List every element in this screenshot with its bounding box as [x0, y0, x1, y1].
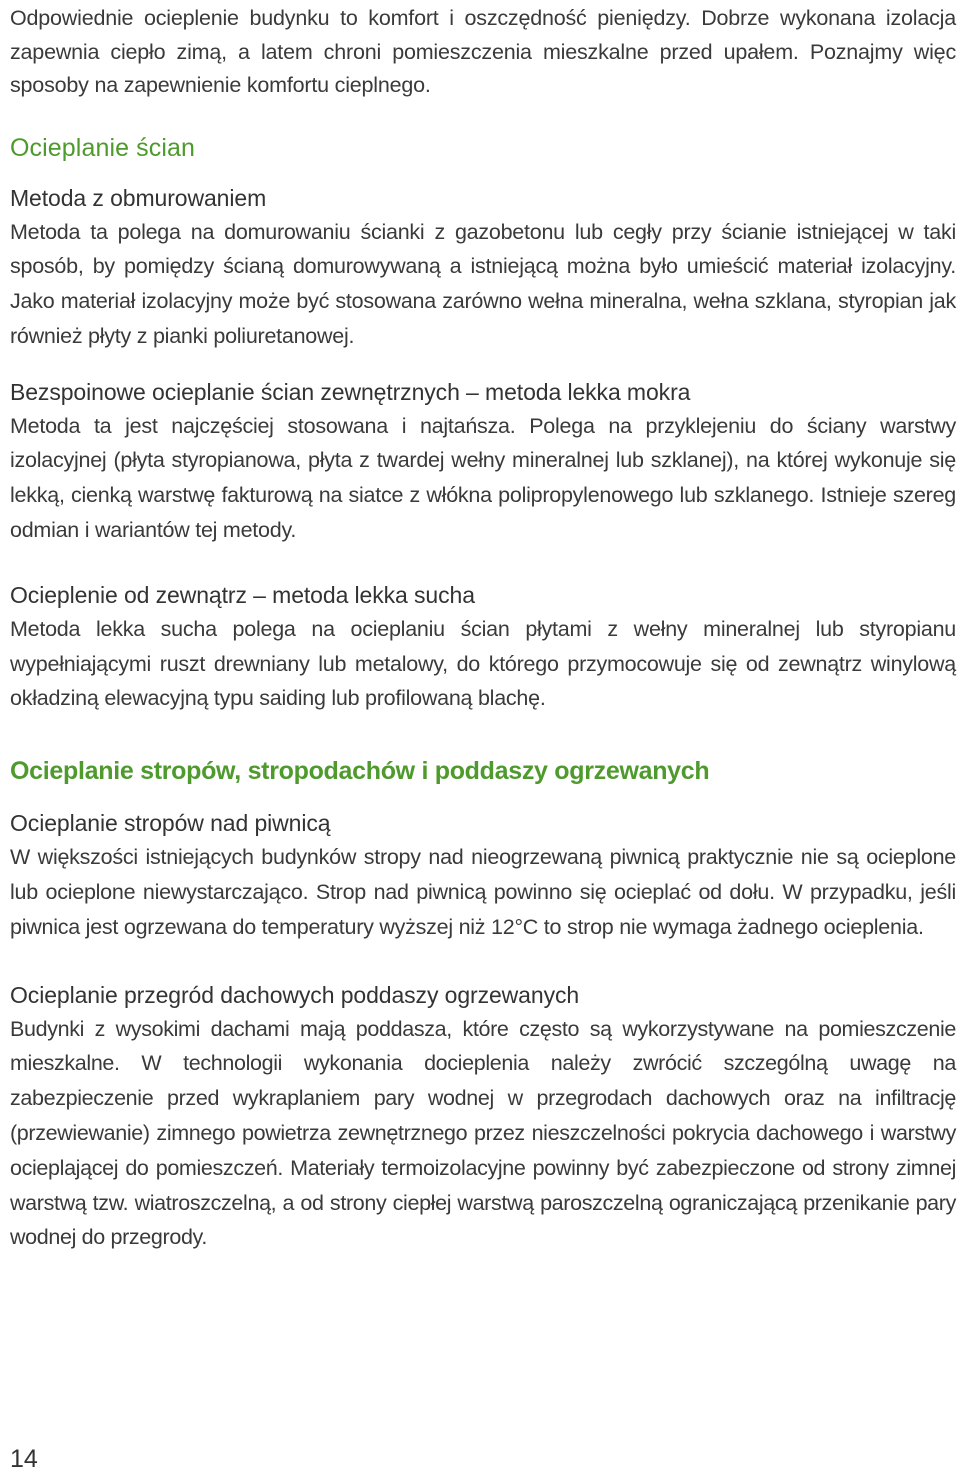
intro-paragraph: Odpowiednie ocieplenie budynku to komfort i oszczędność pieniędzy. Dobrze wykonana izolacja zapewnia ciepło zimą, a latem chroni pomieszczenia mieszkalne przed upałem. Poznajmy więc sposoby na zapewnienie komfortu cieplnego. [10, 6, 956, 97]
paragraph-lekka-sucha: Metoda lekka sucha polega na ocieplaniu ścian płytami z wełny mineralnej lub styropianu wypełniającymi ruszt drewniany lub metalowy, do którego przymocowuje się od zewnątrz winylową okładziną elewacyjną typu saiding lub profilowaną blachę. [10, 616, 956, 711]
paragraph-lekka-mokra: Metoda ta jest najczęściej stosowana i najtańsza. Polega na przyklejeniu do ściany warstwy izolacyjnej (płyta styropianowa, płyta z twardej wełny mineralnej lub szklanej), na której wykonuje się lekką, cienką warstwę fakturową na siatce z włókna polipropylenowego lub szklanego. Istnieje szereg odmian i wariantów tej metody. [10, 413, 956, 543]
page-number: 14 [10, 1445, 38, 1473]
subtitle-lekka-sucha: Ocieplenie od zewnątrz – metoda lekka sucha [10, 581, 475, 608]
paragraph-obmurowanie: Metoda ta polega na domurowaniu ścianki z gazobetonu lub cegły przy ścianie istniejącej w taki sposób, by pomiędzy ścianą domurowywaną a istniejącą można było umieścić materiał izolacyjny. Jako materiał izolacyjny może być stosowana zarówno wełna mineralna, wełna szklana, styropian jak również płyty z pianki poliuretanowej. [10, 219, 956, 348]
subtitle-poddasza: Ocieplanie przegród dachowych poddaszy ogrzewanych [10, 981, 580, 1008]
paragraph-nad-piwnica: W większości istniejących budynków stropy nad nieogrzewaną piwnicą praktycznie nie są ocieplone lub ocieplone niewystarczająco. Strop nad piwnicą powinno się ocieplać od dołu. W przypadku, jeśli piwnica jest ogrzewana do temperatury wyższej niż 12°C to strop nie wymaga żadnego ocieplenia. [10, 845, 956, 939]
subtitle-nad-piwnica: Ocieplanie stropów nad piwnicą [10, 810, 331, 837]
section-title-walls: Ocieplanie ścian [10, 133, 196, 162]
subtitle-obmurowanie: Metoda z obmurowaniem [10, 184, 267, 211]
subtitle-lekka-mokra: Bezspoinowe ocieplanie ścian zewnętrznych – metoda lekka mokra [10, 378, 691, 405]
document-page [10, 0, 956, 1255]
section-title-ceilings: Ocieplanie stropów, stropodachów i poddaszy ogrzewanych [10, 757, 710, 786]
paragraph-poddasza: Budynki z wysokimi dachami mają poddasza, które często są wykorzystywane na pomieszczenie mieszkalne. W technologii wykonania docieplenia należy zwrócić szczególną uwagę na zabezpieczenie przed wykraplaniem pary wodnej w przegrodach dachowych oraz na infiltrację (przewiewanie) zimnego powietrza zewnętrznego przez nieszczelności pokrycia dachowego i warstwy ocieplającej do pomieszczeń. Materiały termoizolacyjne powinny być zabezpieczone od strony zimnej warstwą tzw. wiatroszczelną, a od strony ciepłej warstwą paroszczelną ograniczającą przenikanie pary wodnej do przegrody. [10, 1016, 956, 1250]
